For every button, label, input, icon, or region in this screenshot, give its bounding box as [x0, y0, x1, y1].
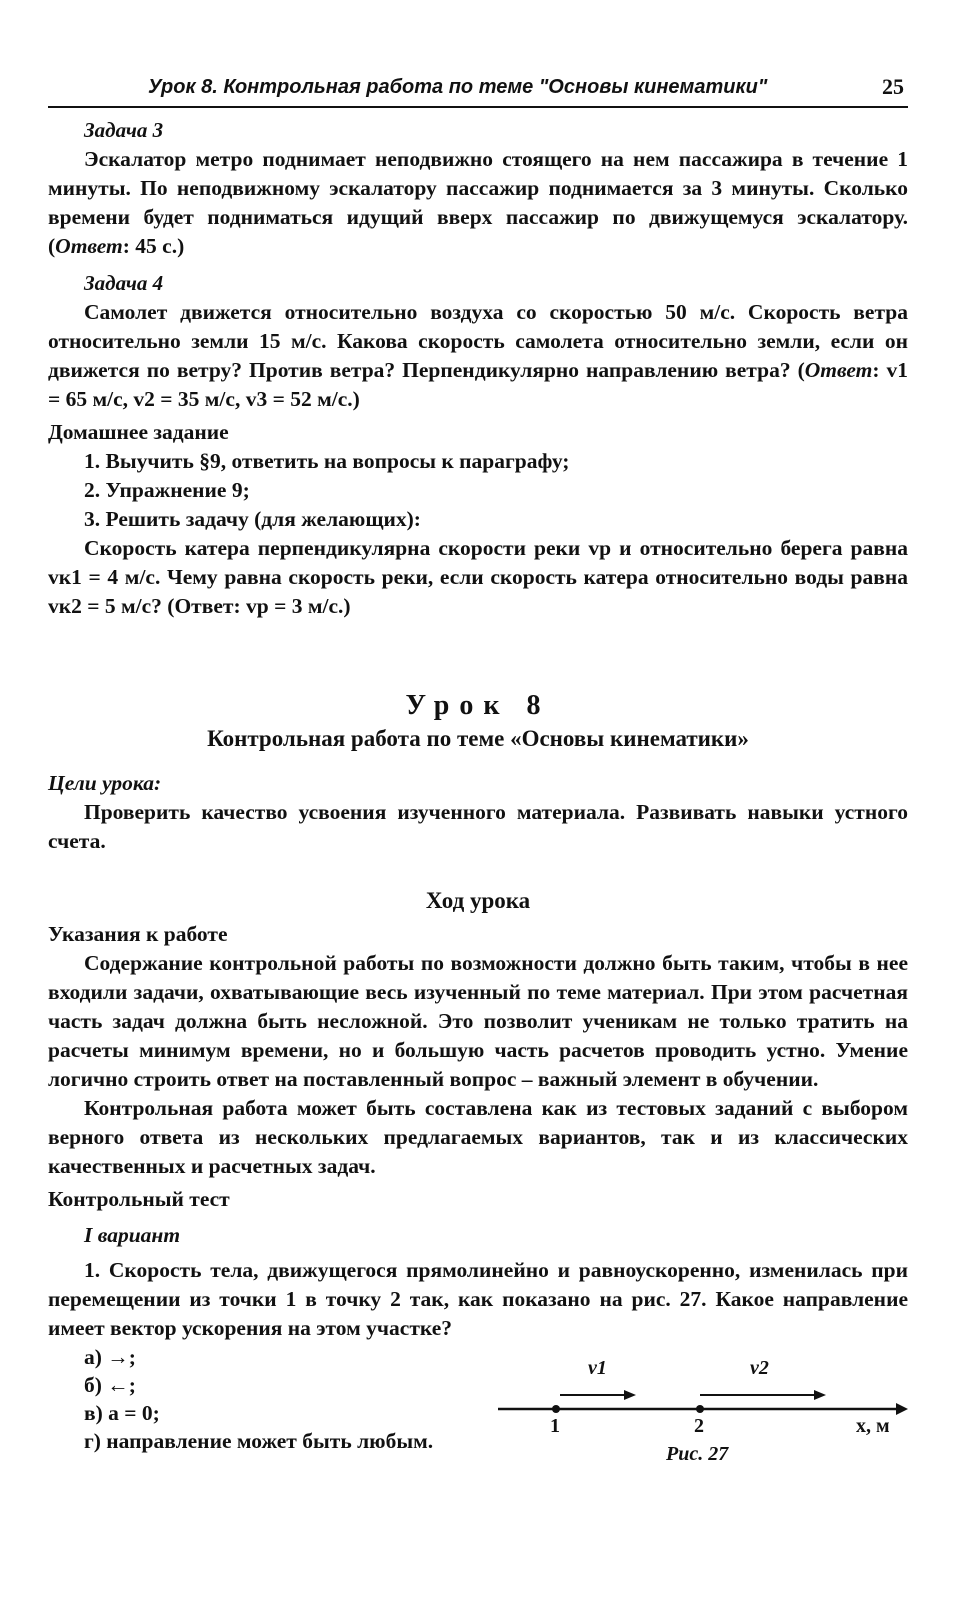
velocity-v2-arrowhead: [814, 1390, 826, 1400]
homework-item: 1. Выучить §9, ответить на вопросы к параграфу;: [84, 449, 570, 473]
homework-extra-task: Скорость катера перпендикулярна скорости реки vр и относительно берега равна vк1 = 4 м/с. Чему равна скорость реки, если скорость катера относительно воды равна vк2 = 5 м/с? (Ответ: vр = 3 м/с.): [48, 536, 908, 618]
v2-label: v2: [750, 1357, 769, 1379]
goals-heading: Цели урока:: [48, 771, 162, 795]
point-2-label: 2: [694, 1415, 704, 1437]
point-1-dot: [552, 1405, 560, 1413]
homework-heading: Домашнее задание: [48, 420, 229, 444]
task4-answer-label: Ответ: [804, 358, 873, 382]
answer-option-a: а) →;: [84, 1345, 136, 1369]
answer-option-c: в) a = 0;: [84, 1401, 160, 1425]
running-header: [48, 72, 908, 108]
answer-option-b: б) ←;: [84, 1373, 136, 1397]
running-title: Урок 8. Контрольная работа по теме "Основы кинематики": [148, 76, 768, 98]
instructions-paragraph-1: Содержание контрольной работы по возможности должно быть таким, чтобы в нее входили задачи, охватывающие весь изученный по теме материал. При этом расчетная часть задач должна быть несложной. Это позволит ученикам не только тратить на расчеты минимум времени, но и большую часть расчетов проводить устно. Умение логично строить ответ на поставленный вопрос – важный элемент в обучении.: [48, 951, 908, 1091]
lesson-title: Контрольная работа по теме «Основы кинематики»: [207, 726, 749, 751]
task3-answer-value: : 45 с.): [122, 234, 185, 258]
page-number: 25: [882, 74, 904, 99]
question-1: 1. Скорость тела, движущегося прямолинейно и равноускоренно, изменилась при перемещении из точки 1 в точку 2 так, как показано на рис. 27. Какое направление имеет вектор ускорения на этом участке?: [48, 1258, 908, 1340]
instructions-heading: Указания к работе: [48, 922, 228, 946]
lesson-number: Урок 8: [405, 690, 551, 721]
task4-label: Задача 4: [84, 271, 164, 295]
question-1-body: [48, 1343, 908, 1475]
velocity-v1-arrowhead: [624, 1390, 636, 1400]
homework-item: 3. Решить задачу (для желающих):: [84, 507, 421, 531]
x-axis-label: x, м: [856, 1415, 890, 1437]
course-heading: Ход урока: [425, 888, 531, 913]
instructions-paragraph-2: Контрольная работа может быть составлена как из тестовых заданий с выбором верного ответа из нескольких предлагаемых вариантов, так и из классических качественных и расчетных задач.: [48, 1096, 908, 1178]
page: [48, 72, 908, 1475]
task3-label: Задача 3: [84, 118, 164, 142]
test-heading: Контрольный тест: [48, 1187, 230, 1211]
point-1-label: 1: [550, 1415, 560, 1437]
x-axis-arrowhead: [896, 1403, 908, 1415]
v1-label: v1: [588, 1357, 607, 1379]
variant-label: I вариант: [84, 1223, 181, 1247]
figure-caption: Рис. 27: [666, 1443, 729, 1465]
task3-text: Эскалатор метро поднимает неподвижно стоящего на нем пассажира в течение 1 минуты. По неподвижному эскалатору пассажир поднимается за 3 минуты. Сколько времени будет подниматься идущий вверх пассажир по движущемуся эскалатору. (Ответ: 45 с.): [48, 147, 908, 258]
figure-27: [488, 1343, 908, 1475]
task3-answer-label: Ответ: [55, 234, 123, 258]
point-2-dot: [696, 1405, 704, 1413]
answer-option-d: г) направление может быть любым.: [84, 1429, 434, 1453]
goals-text: Проверить качество усвоения изученного материала. Развивать навыки устного счета.: [48, 800, 908, 853]
answer-options: [84, 1343, 433, 1455]
task4-answer-value: : v1 = 65 м/с, v2 = 35 м/с, v3 = 52 м/с.): [48, 358, 908, 411]
task4-text: Самолет движется относительно воздуха со скоростью 50 м/с. Скорость ветра относительно земли 15 м/с. Какова скорость самолета относительно земли, если он движется по ветру? Против ветра? Перпендикулярно направлению ветра? (Ответ: v1 = 65 м/с, v2 = 35 м/с, v3 = 52 м/с.): [48, 300, 908, 411]
homework-item: 2. Упражнение 9;: [84, 478, 250, 502]
